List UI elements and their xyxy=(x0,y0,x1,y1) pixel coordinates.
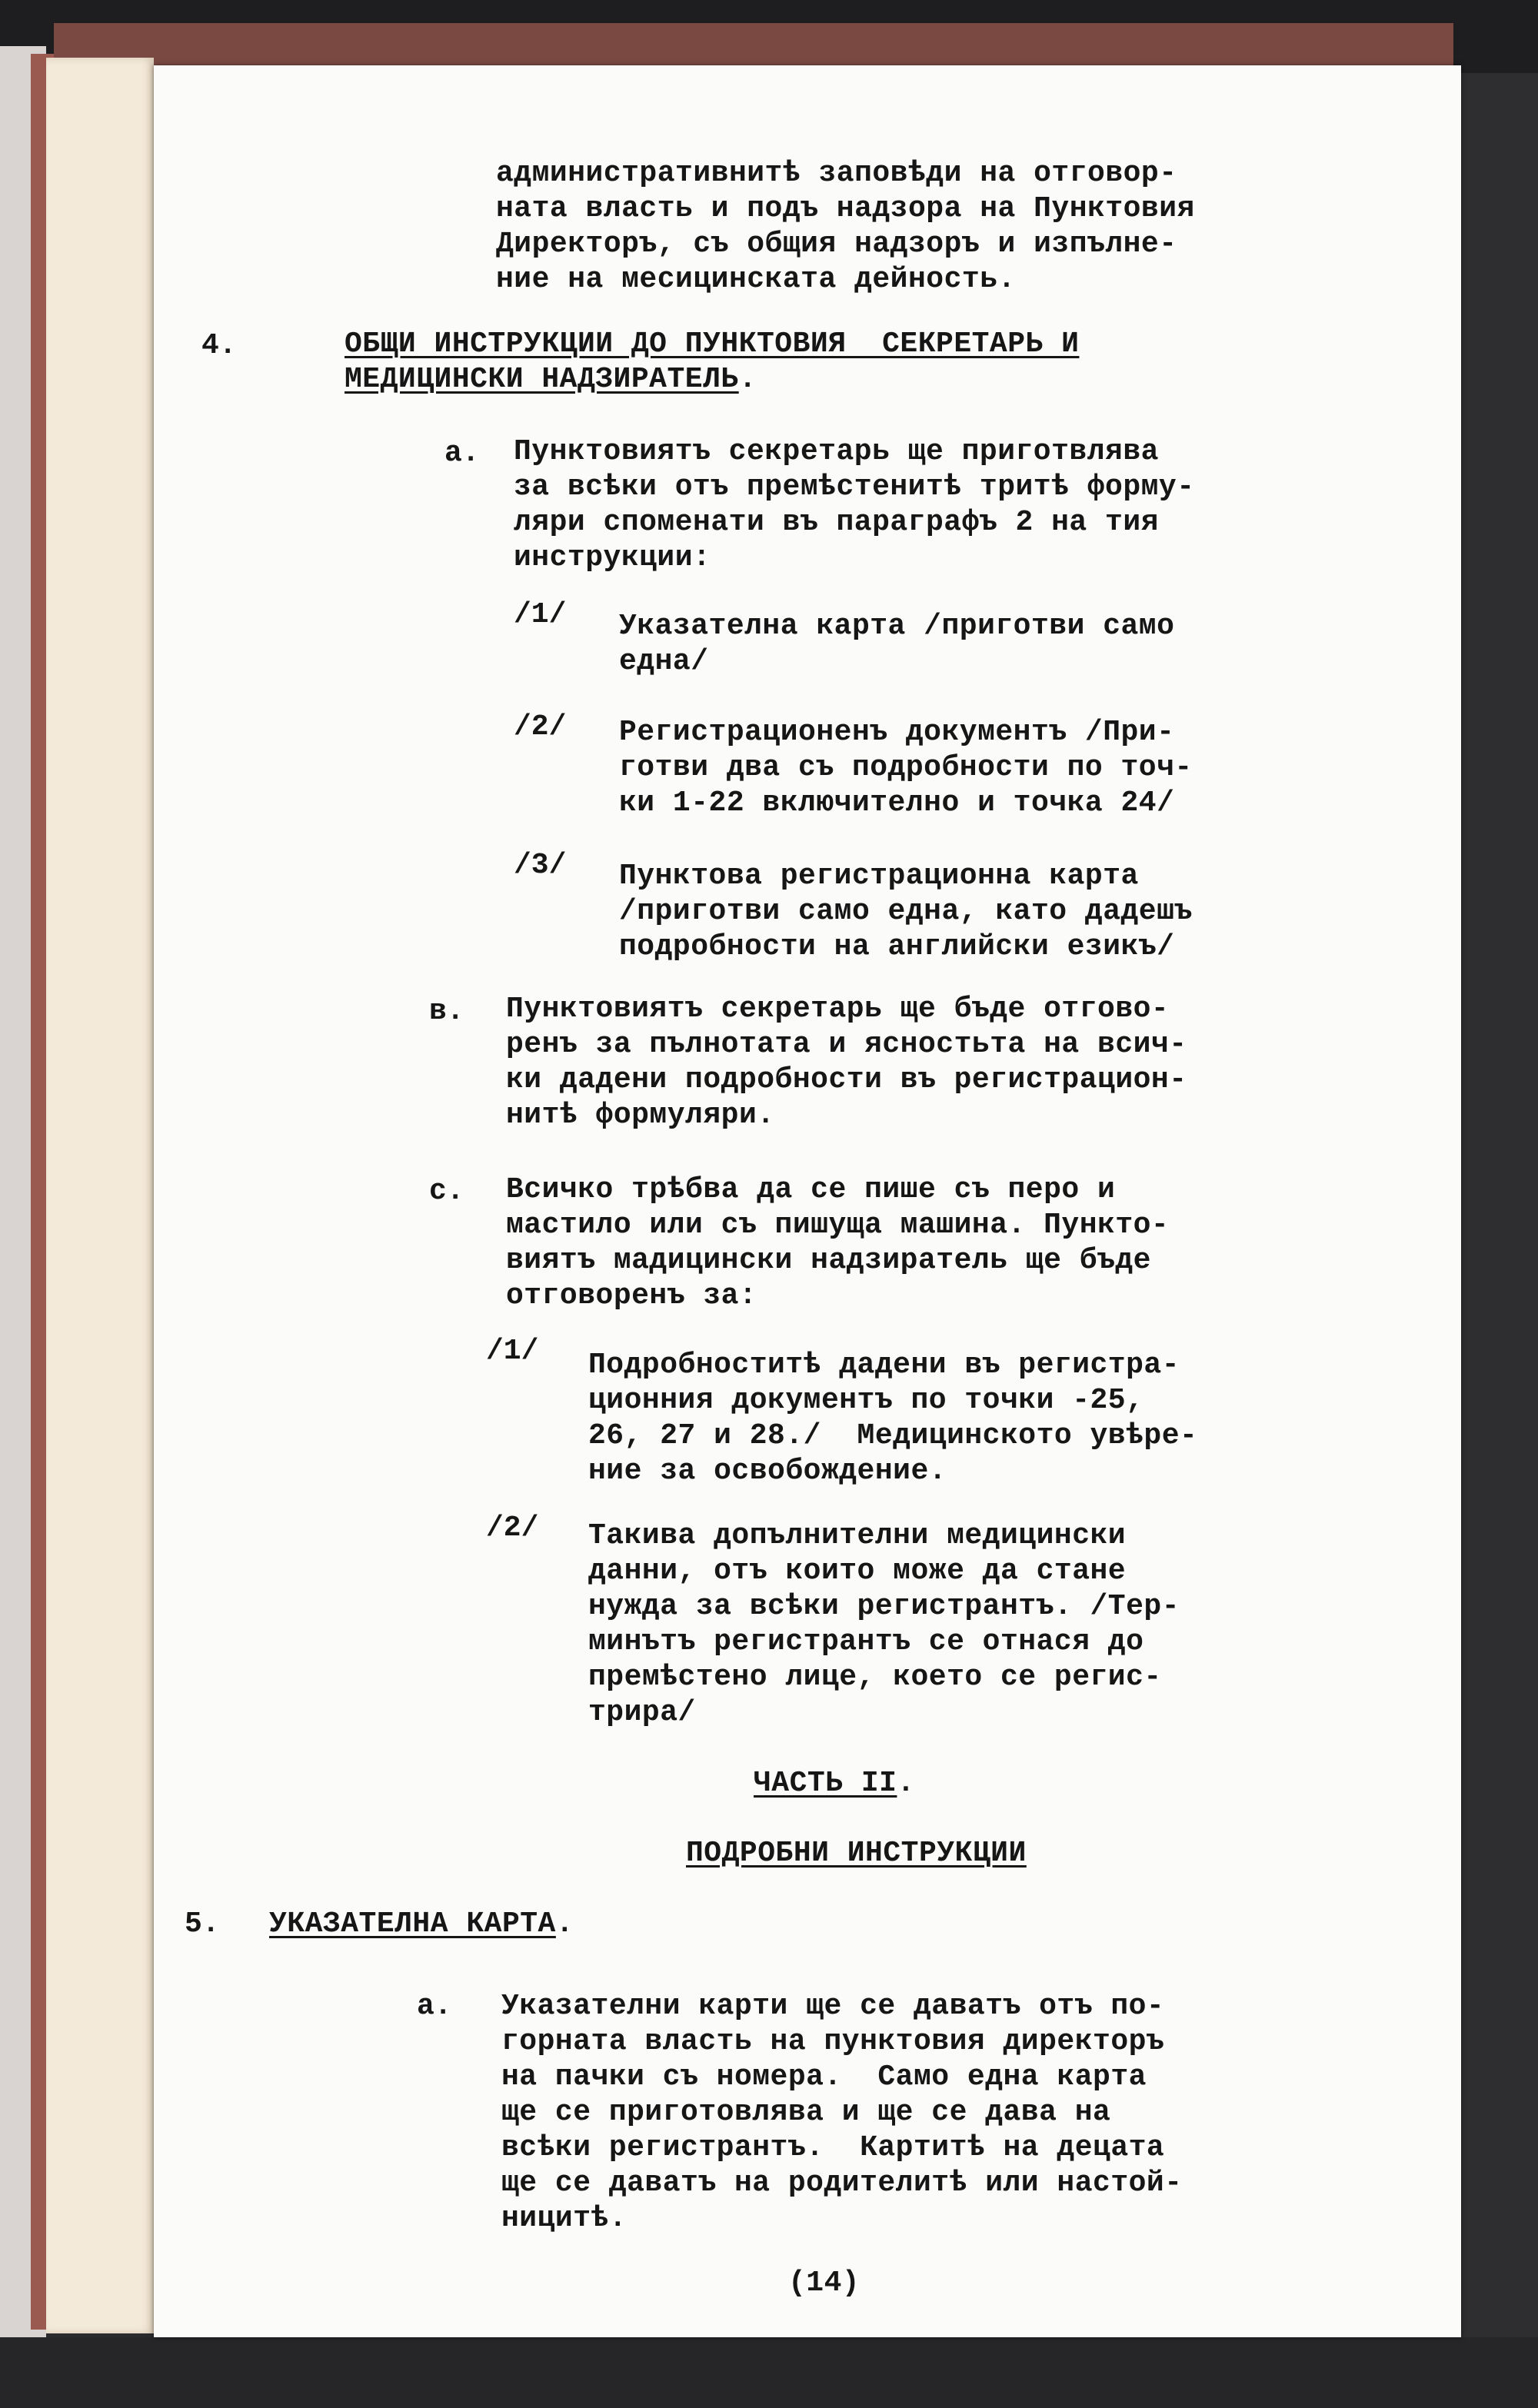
item-4c-label: с. xyxy=(429,1175,464,1208)
item-4a-text: Пунктовиятъ секретарь ще приготвлява за всѣки отъ премѣстенитѣ тритѣ форму- ляри споменати въ параграфъ 2 на тия инструкции: xyxy=(514,435,1195,574)
item-4c-1-text: Подробноститѣ дадени въ регистра- ционния документъ по точки -25, 26, 27 и 28./ Медицинското увѣре- ние за освобождение. xyxy=(588,1349,1198,1488)
item-4a-1-text: Указателна карта /приготви само една/ xyxy=(619,610,1175,678)
item-4c-text: Всичко трѣбва да се пише съ перо и мастило или съ пишуща машина. Пункто- виятъ мадицински надзиратель ще бъде отговоренъ за: xyxy=(506,1173,1170,1312)
item-4a-3-text: Пунктова регистрационна карта /приготви само една, като дадешъ подробности на английски езикъ/ xyxy=(619,860,1193,963)
item-5a-text: Указателни карти ще се даватъ отъ по- горната власть на пунктовия директоръ на пачки съ номера. Само една карта ще се приготовлява и ще се дава на всѣки регистрантъ. Картитѣ на децата ще се даватъ на родителитѣ или настой- ницитѣ. xyxy=(501,1990,1183,2235)
book-gutter xyxy=(46,58,154,2333)
item-4a-label: а. xyxy=(444,437,480,470)
item-4a-2-label: /2/ xyxy=(514,710,567,743)
item-4b-text: Пунктовиятъ секретарь ще бъде отгово- ренъ за пълнотата и ясностьта на всич- ки дадени подробности въ регистрацион- нитѣ формуляри. xyxy=(506,993,1187,1132)
scan-background-right xyxy=(1461,73,1538,2341)
part-heading-end: . xyxy=(897,1767,915,1800)
section-4-title xyxy=(345,327,1079,397)
item-4a-2-text: Регистрационенъ документъ /При- готви два съ подробности по точ- ки 1-22 включително и точка 24/ xyxy=(619,716,1193,820)
section-4-title-text: ОБЩИ ИНСТРУКЦИИ ДО ПУНКТОВИЯ СЕКРЕТАРЬ И МЕДИЦИНСКИ НАДЗИРАТЕЛЬ xyxy=(345,328,1080,396)
item-4b-label: в. xyxy=(429,995,464,1028)
item-4a-1-label: /1/ xyxy=(514,598,567,631)
item-4c-2-text: Такива допълнителни медицински данни, отъ които може да стане нужда за всѣки регистрантъ. /Тер- минътъ регистрантъ се отнася до премѣстено лице, което се регис- трира/ xyxy=(588,1519,1180,1729)
section-4-number: 4. xyxy=(201,329,237,362)
page-number: (14) xyxy=(788,2267,861,2300)
part-heading-text: ЧАСТЬ II xyxy=(754,1767,897,1800)
item-5a-label: а. xyxy=(417,1990,452,2023)
item-4c-1-label: /1/ xyxy=(486,1335,539,1368)
item-4c-2-label: /2/ xyxy=(486,1512,539,1545)
section-5-title-text: УКАЗАТЕЛНА КАРТА xyxy=(269,1907,556,1941)
section-5-title-end: . xyxy=(555,1907,574,1941)
section-5-title xyxy=(269,1907,574,1942)
scan-background-bottom xyxy=(0,2337,1538,2408)
section-4-title-end: . xyxy=(738,363,757,396)
part-heading xyxy=(754,1766,915,1801)
part-subheading: ПОДРОБНИ ИНСТРУКЦИИ xyxy=(686,1837,1027,1870)
intro-paragraph: административнитѣ заповѣди на отговор- ната власть и подъ надзора на Пунктовия Директоръ, съ общия надзоръ и изпълне- ние на месицинската дейность. xyxy=(496,157,1195,296)
document-page xyxy=(154,65,1461,2337)
item-4a-3-label: /3/ xyxy=(514,849,567,882)
section-5-number: 5. xyxy=(185,1907,220,1941)
